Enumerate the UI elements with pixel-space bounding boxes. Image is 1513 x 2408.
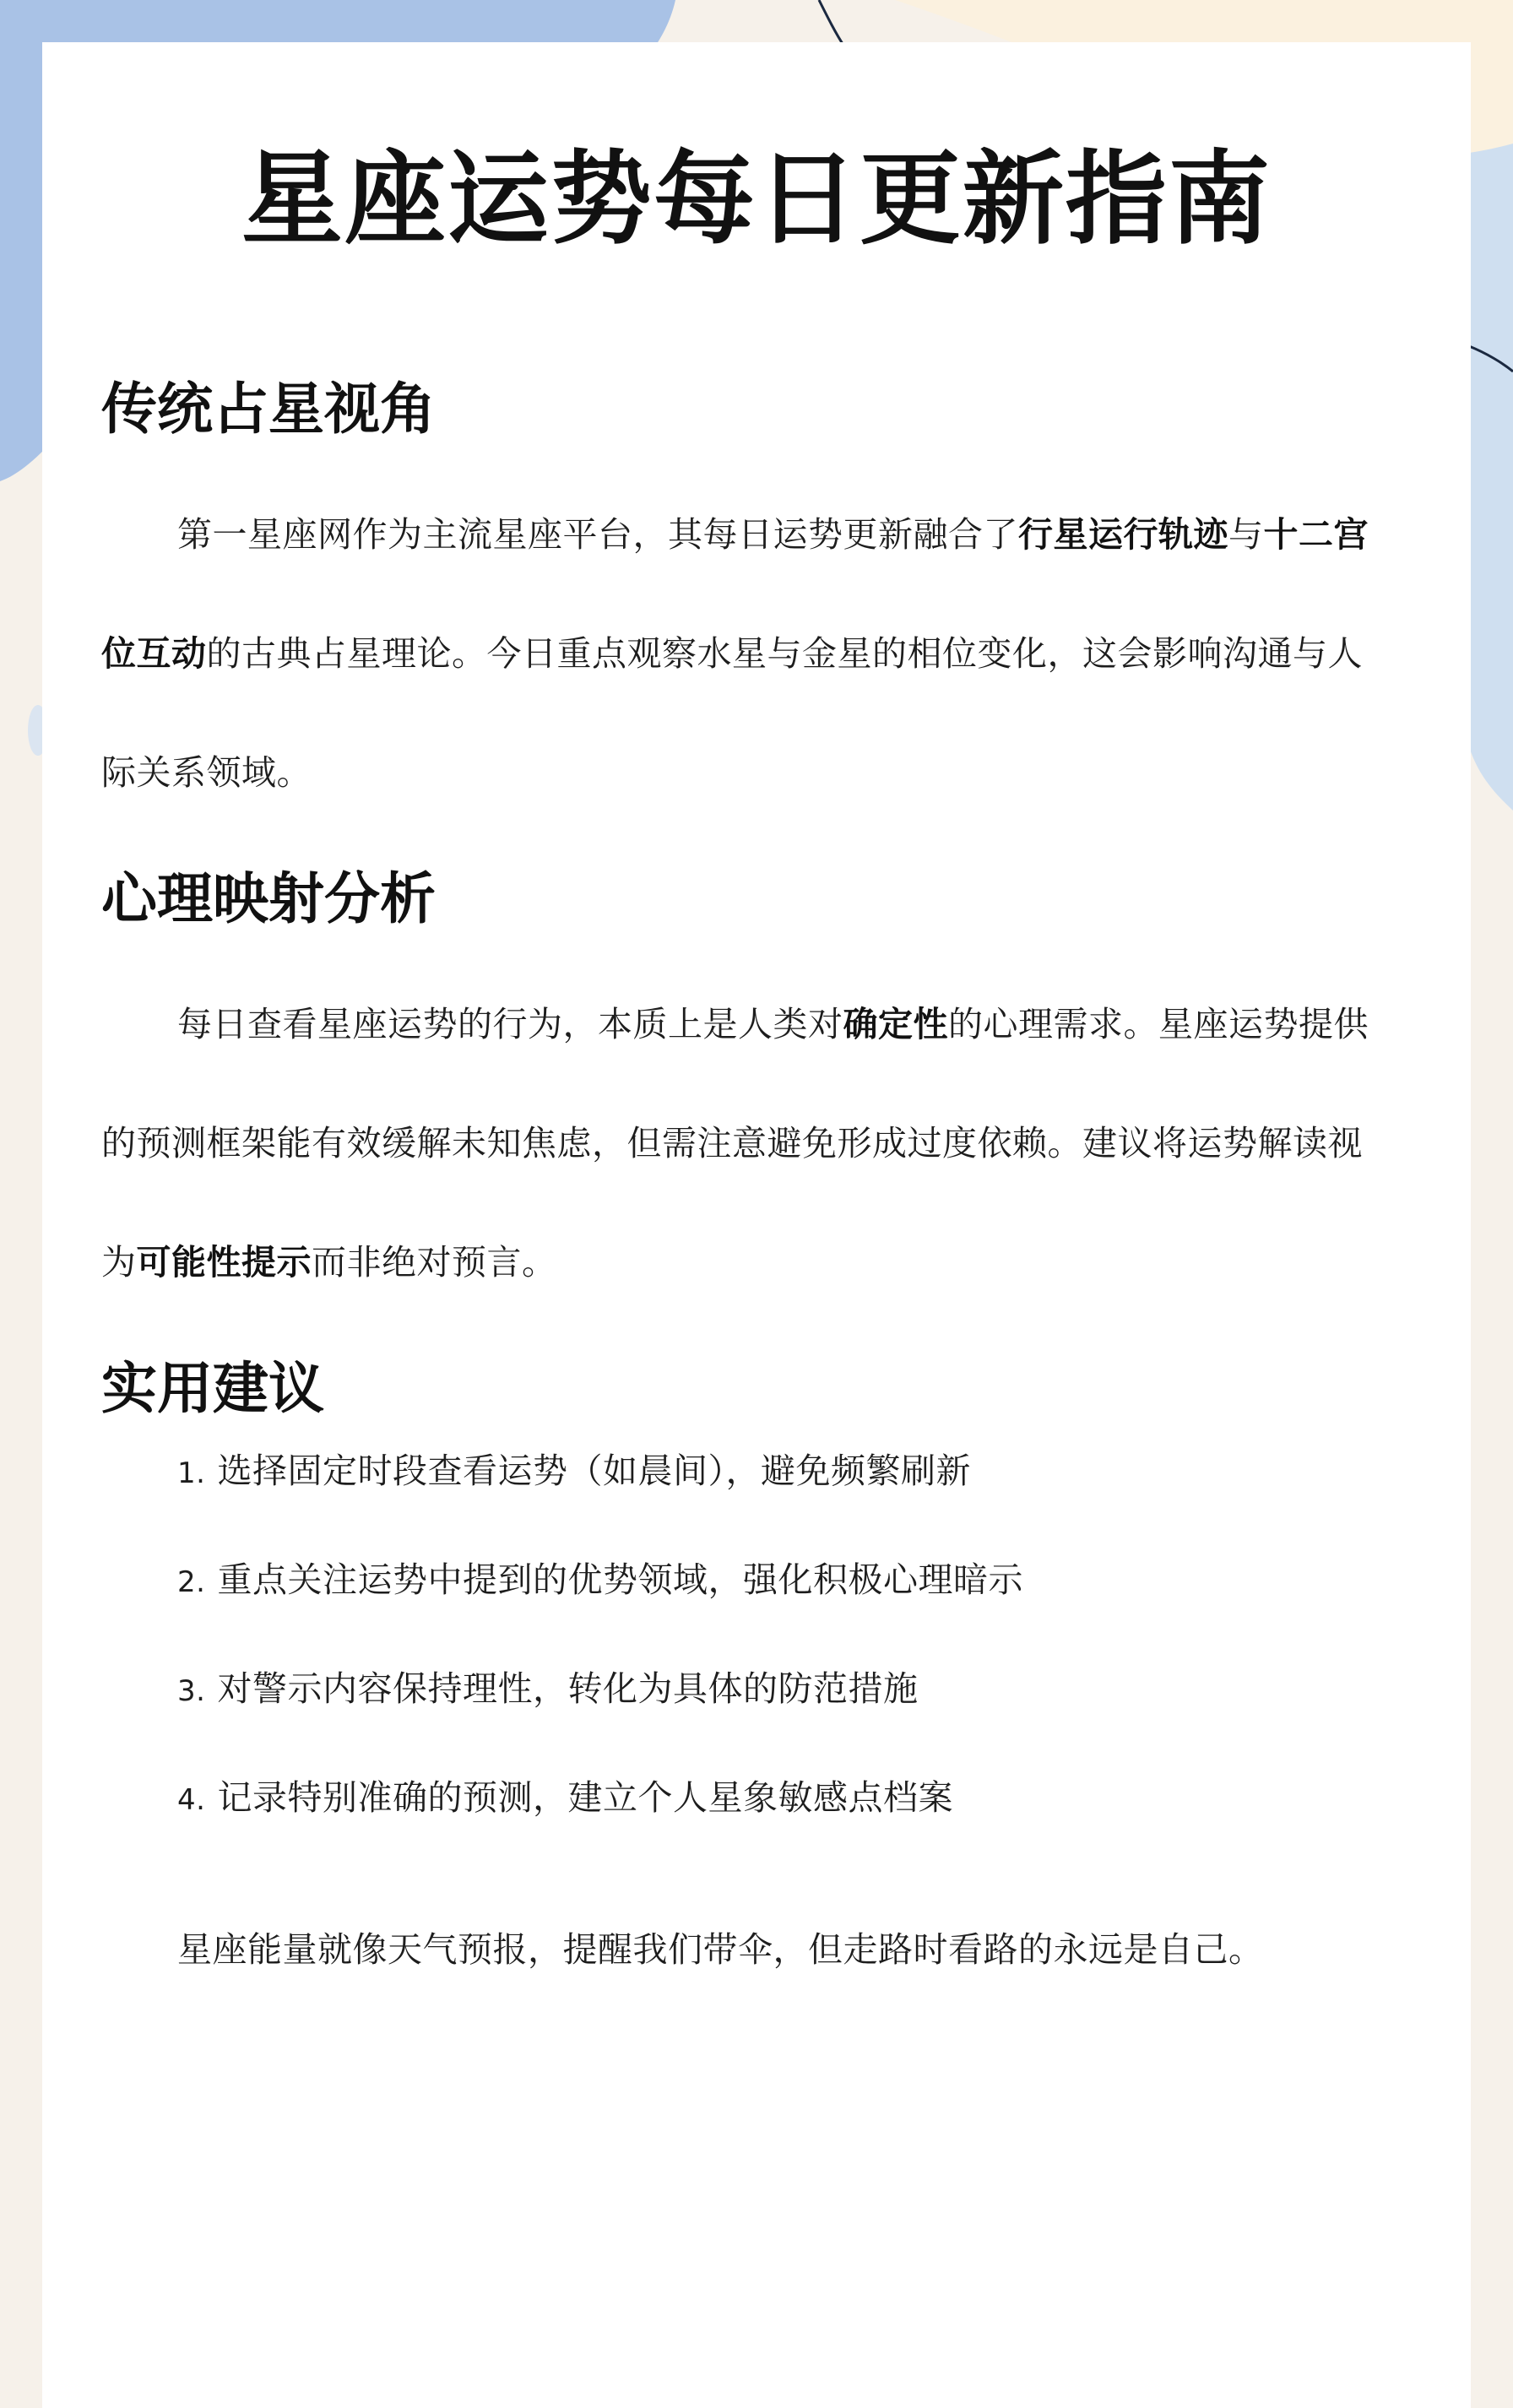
list-number: 2.	[177, 1565, 206, 1599]
list-number: 4.	[177, 1783, 206, 1817]
paragraph-bold-text: 可能性提示	[136, 1242, 312, 1283]
list-item	[177, 1777, 1385, 1886]
list-item	[177, 1668, 1385, 1777]
paragraph-bold-text: 行星运行轨迹	[1018, 514, 1228, 555]
list-item	[177, 1559, 1385, 1668]
list-item-text: 重点关注运势中提到的优势领域，强化积极心理暗示	[217, 1559, 1023, 1600]
paragraph-bold-text: 十二宫位互动	[101, 514, 1369, 674]
section-heading-psychological: 心理映射分析	[101, 866, 436, 931]
paragraph-text: 每日查看星座运势的行为，本质上是人类对	[177, 1004, 843, 1044]
list-item-text: 记录特别准确的预测，建立个人星象敏感点档案	[217, 1777, 953, 1818]
list-item-text: 对警示内容保持理性，转化为具体的防范措施	[217, 1668, 919, 1709]
list-item	[177, 1451, 1385, 1559]
paragraph-text: 与	[1228, 514, 1264, 555]
closing-sentence: 星座能量就像天气预报，提醒我们带伞，但走路时看路的永远是自己。	[177, 1929, 1264, 1970]
page-title: 星座运势每日更新指南	[241, 141, 1272, 258]
section-heading-traditional: 传统占星视角	[101, 377, 436, 442]
paragraph-bold-text: 确定性	[843, 1004, 948, 1044]
section-heading-practical: 实用建议	[101, 1356, 324, 1421]
list-number: 1.	[177, 1456, 206, 1490]
section-paragraph-psychological	[101, 965, 1391, 1322]
paragraph-text: 而非绝对预言。	[312, 1242, 557, 1283]
list-item-text: 选择固定时段查看运势（如晨间），避免频繁刷新	[217, 1451, 971, 1491]
paragraph-text: 的古典占星理论。今日重点观察水星与金星的相位变化，这会影响沟通与人际关系领域。	[101, 633, 1363, 793]
list-number: 3.	[177, 1674, 206, 1708]
paragraph-text: 第一星座网作为主流星座平台，其每日运势更新融合了	[177, 514, 1018, 555]
practical-tips-list	[177, 1451, 1385, 1886]
article-card	[42, 42, 1471, 2408]
section-paragraph-traditional	[101, 475, 1391, 832]
paragraph-text: 的心理需求。星座运势提供的预测框架能有效缓解未知焦虑，但需注意避免形成过度依赖。建议将运势解读视为	[101, 1004, 1369, 1283]
